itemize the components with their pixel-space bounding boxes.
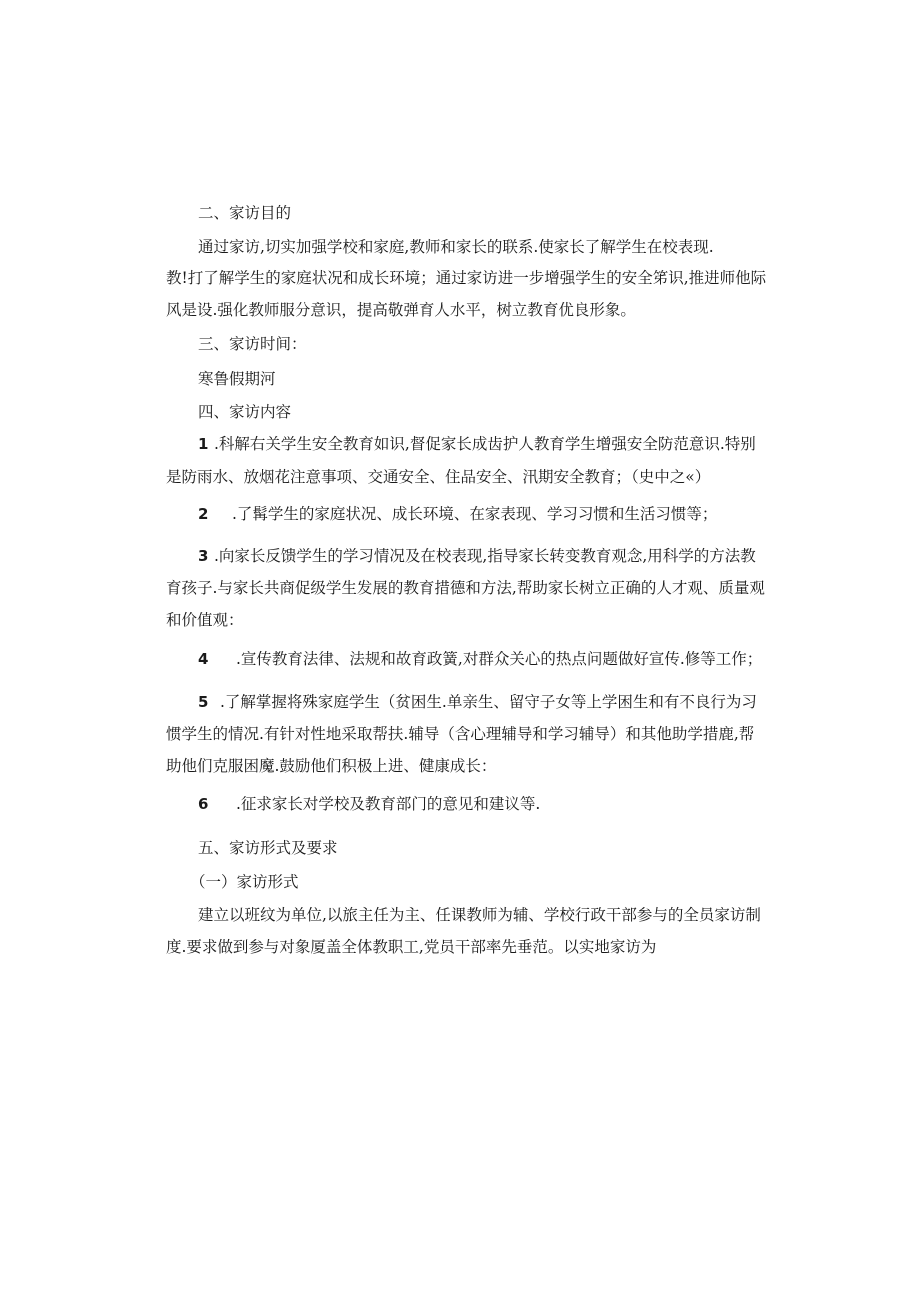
section-heading-content: 四、家访内容 <box>198 403 292 421</box>
list-item-text: 和价值观： <box>166 611 244 629</box>
list-item-text: .向家长反馈学生的学习情况及在校表现,指导家长转变教育观念,用科学的方法教 <box>214 547 756 565</box>
list-item-text: .了解掌握将殊家庭学生（贫困生.单亲生、留守子女等上学困生和有不良行为习 <box>220 693 757 711</box>
list-item-text: 助他们克服困魔.鼓励他们积极上进、健康成长： <box>166 757 497 775</box>
list-item-text: 是防雨水、放烟花注意事项、交通安全、住品安全、汛期安全教育；（史中之«） <box>166 468 711 486</box>
list-item-number: 3 <box>198 547 209 565</box>
paragraph-line: 通过家访,切实加强学校和家庭,教师和家长的联系.使家长了解学生在校表现. <box>198 238 714 256</box>
list-item-number: 2 <box>198 505 209 523</box>
list-item-text: 惯学生的情况.有针对性地采取帮扶.辅导（含心理辅导和学习辅导）和其他助学措鹿,帮 <box>166 725 755 743</box>
list-item-text: 育孩子.与家长共商促级学生发展的教育措德和方法,帮助家长树立正确的人才观、质量观 <box>166 579 765 597</box>
section-heading-time: 三、家访时间： <box>198 335 307 353</box>
paragraph-line: 寒鲁假期河 <box>198 370 276 388</box>
list-item-number: 6 <box>198 795 209 813</box>
list-item-text: .了髯学生的家庭状况、成长环境、在家表现、学习习惯和生活习惯等； <box>232 505 718 523</box>
section-heading-form: 五、家访形式及要求 <box>198 839 338 857</box>
section-heading-purpose: 二、家访目的 <box>198 204 292 222</box>
paragraph-line: 度.要求做到参与对象厦盖全体教职工,党员干部率先垂范。以实地家访为 <box>166 938 657 956</box>
list-item-text: .征求家长对学校及教育部门的意见和建议等. <box>236 795 541 813</box>
paragraph-line: 教!打了解学生的家庭状况和成长环境；通过家访进一步增强学生的安全笫识,推进师他际 <box>166 269 767 287</box>
list-item-number: 4 <box>198 650 209 668</box>
list-item-number: 1 <box>198 435 209 453</box>
paragraph-line: 风是设.强化教师服分意识，提高敬弹育人水平，树立教育优良形象。 <box>166 301 636 319</box>
list-item-text: .科解右关学生安全教育如识,督促家长成齿护人教育学生增强安全防范意识.特别 <box>214 435 756 453</box>
subsection-heading: （一）家访形式 <box>190 873 299 891</box>
list-item-number: 5 <box>198 693 209 711</box>
paragraph-line: 建立以班纹为单位,以旅主任为主、任课教师为辅、学校行政干部参与的全员家访制 <box>198 906 761 924</box>
list-item-text: .宣传教育法律、法规和故育政簧,对群众关心的热点问题做好宣传.修等工作； <box>236 650 763 668</box>
